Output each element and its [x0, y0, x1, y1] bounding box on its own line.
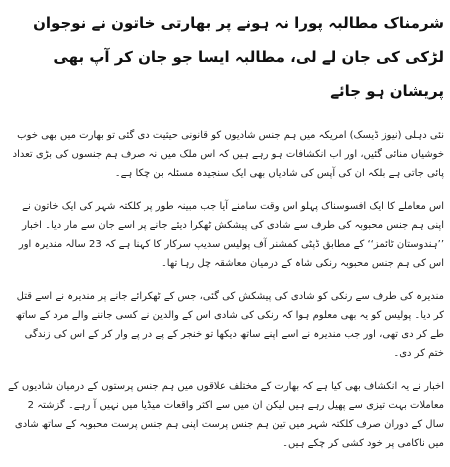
- article-headline: شرمناک مطالبہ پورا نہ ہونے پر بھارتی خاتون نے نوجوان لڑکی کی جان لے لی، مطالبہ ایسا جو جان کر آپ بھی پریشان ہو جائے: [33, 14, 444, 100]
- article-paragraph-4: اخبار نے یہ انکشاف بھی کیا ہے کہ بھارت کے مختلف علاقوں میں ہم جنس پرستوں کے درمیان شادیوں کے معاملات بہت تیزی سے پھیل رہے ہیں لیکن ان میں سے اکثر واقعات میڈیا میں نہیں آ رہے۔ گزشتہ 2 سال کے دوران صرف کلکتہ شہر میں تین ہم جنس پرست اپنی ہم جنس پرست محبوبہ کے ساتھ شادی میں ناکامی پر خود کشی کر چکے ہیں۔: [8, 381, 444, 449]
- article-paragraph-3: مندیرہ کی طرف سے رنکی کو شادی کی پیشکش کی گئی، جس کے ٹھکرائے جانے پر مندیرہ نے اسے قتل کر دیا۔ پولیس کو یہ بھی معلوم ہوا کہ رنکی کی شادی اس کے والدین نے کسی جاننے والے مرد کے ساتھ طے کر دی تھی، اور جب مندیرہ نے اسے اپنے ساتھ دیکھا تو خنجر کے پے در پے وار کر کے اس کی زندگی ختم کر دی۔: [15, 291, 444, 359]
- news-article: [6, 6, 444, 467]
- article-paragraph-2: اس معاملے کا ایک افسوسناک پہلو اس وقت سامنے آیا جب مبینہ طور پر کلکتہ شہر کی ایک خاتون نے اپنی ہم جنس محبوبہ کی طرف سے شادی کی پیشکش ٹھکرا دیئے جانے پر اسے جان سے مار دیا۔ اخبار ’’ہندوستان ٹائمز‘‘ کے مطابق ڈپٹی کمشنر آف پولیس سدیپ سرکار کا کہنا ہے کہ 23 سالہ مندیرہ اور اس کی ہم جنس محبوبہ رنکی شاہ کے درمیان معاشقہ چل رہا تھا۔: [18, 201, 444, 269]
- article-paragraph-1: نئی دہلی (نیوز ڈیسک) امریکہ میں ہم جنس شادیوں کو قانونی حیثیت دی گئی تو بھارت میں بھی خوب خوشیاں منائی گئیں، اور اب انکشافات ہو رہے ہیں کہ اس ملک میں نہ صرف ہم جنسوں کی بڑی تعداد پائی جاتی ہے بلکہ ان کی آپس کی شادیاں بھی ایک سنجیدہ مسئلہ بن چکا ہے۔: [12, 130, 444, 179]
